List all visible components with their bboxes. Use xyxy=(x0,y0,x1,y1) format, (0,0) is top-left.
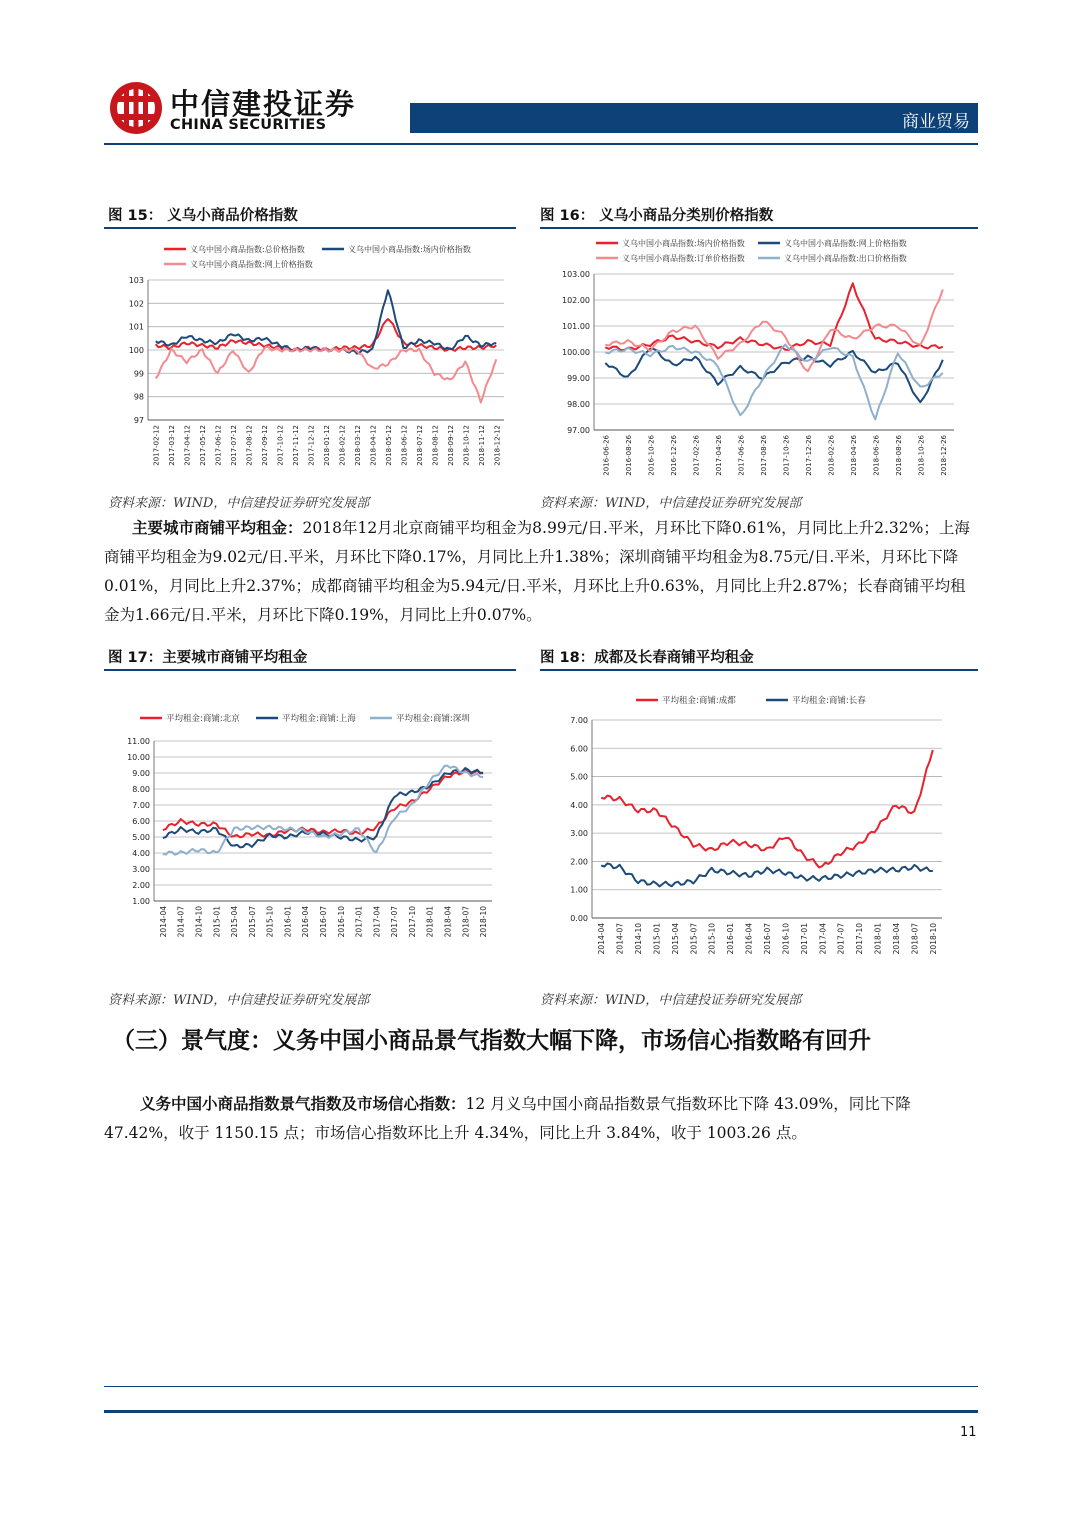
x-tick-label: 2017-02-12 xyxy=(152,425,161,466)
series-line xyxy=(605,283,943,350)
y-tick-label: 7.00 xyxy=(132,801,150,810)
figure-18-rule xyxy=(540,669,978,671)
x-tick-label: 2018-06-12 xyxy=(400,425,409,466)
x-tick-label: 2018-07 xyxy=(461,906,471,938)
x-tick-label: 2018-04 xyxy=(443,906,453,938)
y-tick-label: 103.00 xyxy=(562,270,590,279)
series-line xyxy=(156,319,497,351)
y-tick-label: 98 xyxy=(133,392,144,402)
x-tick-label: 2018-07-12 xyxy=(415,425,424,466)
y-tick-label: 7.00 xyxy=(570,716,588,725)
y-tick-label: 5.00 xyxy=(570,772,588,782)
y-tick-label: 1.00 xyxy=(132,897,150,906)
x-tick-label: 2017-01 xyxy=(799,923,809,955)
x-tick-label: 2017-08-26 xyxy=(759,435,768,476)
y-tick-label: 11.00 xyxy=(127,737,150,746)
logo-icon xyxy=(108,80,164,136)
figure-16-rule xyxy=(540,227,978,229)
y-tick-label: 5.00 xyxy=(132,833,150,842)
x-tick-label: 2016-04 xyxy=(301,906,311,938)
logo-text-cn: 中信建投证券 xyxy=(170,87,357,121)
y-tick-label: 98.00 xyxy=(567,400,590,409)
x-tick-label: 2015-10 xyxy=(265,906,275,938)
chart-f18 xyxy=(540,690,978,972)
paragraph-body: 12 月义乌中国小商品指数景气指数环比下降 43.09%，同比下降 47.42%，收于 1150.15 点；市场信心指数环比上升 4.34%，同比上升 3.84%，收于 1003.26 点。 xyxy=(104,1095,911,1142)
logo-text-en: CHINA SECURITIES xyxy=(170,117,327,133)
x-tick-label: 2014-10 xyxy=(634,923,644,955)
x-tick-label: 2017-12-26 xyxy=(804,435,813,476)
legend-label: 平均租金:商铺:深圳 xyxy=(396,714,470,724)
paragraph-lead: 主要城市商铺平均租金： xyxy=(132,519,303,537)
x-tick-label: 2016-10 xyxy=(781,923,791,955)
x-tick-label: 2017-10 xyxy=(855,923,865,955)
y-tick-label: 2.00 xyxy=(570,857,588,867)
paragraph-rent xyxy=(104,514,978,630)
x-tick-label: 2016-12-26 xyxy=(669,435,678,476)
figure-16-caption: 图 16： 义乌小商品分类别价格指数 xyxy=(540,208,774,224)
x-tick-label: 2016-10 xyxy=(336,906,346,938)
x-tick-label: 2017-09-12 xyxy=(261,425,270,466)
x-tick-label: 2017-07 xyxy=(390,906,400,938)
figure-16-source: 资料来源：WIND，中信建投证券研究发展部 xyxy=(540,496,802,511)
x-tick-label: 2017-07-12 xyxy=(230,425,239,466)
legend-label: 义乌中国小商品指数:订单价格指数 xyxy=(622,254,745,263)
y-tick-label: 101 xyxy=(128,322,144,332)
page-number: 11 xyxy=(960,1425,977,1440)
header-section-title: 商业贸易 xyxy=(902,112,970,132)
legend-label: 平均租金:商铺:成都 xyxy=(662,696,736,706)
legend-label: 平均租金:商铺:上海 xyxy=(282,714,356,724)
x-tick-label: 2018-06-26 xyxy=(872,435,881,476)
x-tick-label: 2018-10 xyxy=(479,906,489,938)
x-tick-label: 2016-06-26 xyxy=(602,435,611,476)
x-tick-label: 2017-04 xyxy=(818,923,828,955)
y-tick-label: 101.00 xyxy=(562,322,590,331)
x-tick-label: 2015-04 xyxy=(670,923,680,955)
footer-rule xyxy=(104,1386,978,1387)
x-tick-label: 2017-07 xyxy=(836,923,846,955)
x-tick-label: 2018-05-12 xyxy=(384,425,393,466)
x-tick-label: 2018-09-12 xyxy=(446,425,455,466)
x-tick-label: 2016-01 xyxy=(283,906,293,938)
legend-label: 义乌中国小商品指数:出口价格指数 xyxy=(784,254,907,263)
figure-17-source: 资料来源：WIND，中信建投证券研究发展部 xyxy=(108,993,370,1008)
y-tick-label: 8.00 xyxy=(132,785,150,794)
y-tick-label: 4.00 xyxy=(132,849,150,858)
series-line xyxy=(156,290,497,353)
y-tick-label: 99.00 xyxy=(567,374,590,383)
footer-rule-thick xyxy=(104,1410,978,1413)
y-tick-label: 97.00 xyxy=(567,426,590,435)
x-tick-label: 2018-01-12 xyxy=(323,425,331,466)
series-line xyxy=(163,770,483,838)
y-tick-label: 0.00 xyxy=(570,914,588,923)
legend-label: 平均租金:商铺:北京 xyxy=(166,714,240,724)
y-tick-label: 100.00 xyxy=(562,348,590,357)
x-tick-label: 2017-02-26 xyxy=(692,435,701,476)
x-tick-label: 2018-12-12 xyxy=(493,425,502,466)
x-tick-label: 2018-12-26 xyxy=(939,435,948,476)
y-tick-label: 3.00 xyxy=(132,865,150,874)
y-tick-label: 1.00 xyxy=(570,885,588,895)
legend-label: 平均租金:商铺:长春 xyxy=(792,696,866,706)
paragraph-prosperity xyxy=(104,1090,978,1148)
x-tick-label: 2017-11-12 xyxy=(292,425,301,466)
series-line xyxy=(601,750,933,868)
legend-label: 义乌中国小商品指数:网上价格指数 xyxy=(190,260,313,269)
x-tick-label: 2014-04 xyxy=(158,906,168,938)
series-line xyxy=(605,345,943,420)
x-tick-label: 2017-03-12 xyxy=(168,425,177,466)
x-tick-label: 2018-08-26 xyxy=(894,435,903,476)
x-tick-label: 2018-04-12 xyxy=(369,425,378,466)
y-tick-label: 103 xyxy=(128,276,144,285)
x-tick-label: 2017-10-12 xyxy=(276,425,285,466)
x-tick-label: 2017-04 xyxy=(372,906,382,938)
x-tick-label: 2016-08-26 xyxy=(624,435,633,476)
x-tick-label: 2014-10 xyxy=(194,906,204,938)
x-tick-label: 2015-01 xyxy=(652,923,662,955)
legend-label: 义乌中国小商品指数:网上价格指数 xyxy=(784,239,907,248)
series-line xyxy=(163,766,483,855)
x-tick-label: 2014-04 xyxy=(597,923,607,955)
x-tick-label: 2018-04-26 xyxy=(849,435,858,476)
legend xyxy=(164,244,471,269)
series-line xyxy=(605,290,943,372)
y-tick-label: 6.00 xyxy=(570,744,588,754)
x-tick-label: 2018-08-12 xyxy=(431,425,440,466)
header-bar xyxy=(410,103,978,133)
x-tick-label: 2018-11-12 xyxy=(477,425,486,466)
y-tick-label: 4.00 xyxy=(570,800,588,810)
figure-15-caption: 图 15： 义乌小商品价格指数 xyxy=(108,208,298,224)
x-tick-label: 2018-10 xyxy=(928,923,938,955)
legend-label: 义乌中国小商品指数:总价格指数 xyxy=(190,245,305,254)
paragraph-body: 2018年12月北京商铺平均租金为8.99元/日.平米，月环比下降0.61%，月同比上升2.32%；上海商铺平均租金为9.02元/日.平米，月环比下降0.17%，月同比上升1.38%；深圳商铺平均租金为8.75元/日.平米，月环比下降0.01%，月同比上升2.37%；成都商铺平均租金为5.94元/日.平米，月环比上升0.63%，月同比上升2.87%；长春商铺平均租金为1.66元/日.平米，月环比下降0.19%，月同比上升0.07%。 xyxy=(104,519,970,624)
series-line xyxy=(605,349,943,403)
figure-17-rule xyxy=(104,669,516,671)
x-tick-label: 2017-06-12 xyxy=(214,425,223,466)
y-tick-label: 100 xyxy=(128,346,144,355)
y-tick-label: 9.00 xyxy=(132,769,150,778)
x-tick-label: 2015-10 xyxy=(707,923,717,955)
x-tick-label: 2017-01 xyxy=(354,906,364,938)
chart-f15 xyxy=(104,232,516,484)
series-line xyxy=(156,347,497,403)
y-tick-label: 97 xyxy=(133,416,144,425)
x-tick-label: 2018-01 xyxy=(873,923,883,955)
figure-18-source: 资料来源：WIND，中信建投证券研究发展部 xyxy=(540,993,802,1008)
x-tick-label: 2018-02-12 xyxy=(338,425,347,466)
chart-f16 xyxy=(540,232,978,484)
section-heading: （三）景气度：义务中国小商品景气指数大幅下降，市场信心指数略有回升 xyxy=(112,1028,871,1054)
x-tick-label: 2016-04 xyxy=(744,923,754,955)
y-tick-label: 10.00 xyxy=(127,753,150,762)
x-tick-label: 2016-10-26 xyxy=(647,435,656,476)
y-tick-label: 2.00 xyxy=(132,881,150,890)
x-tick-label: 2018-03-12 xyxy=(353,425,362,466)
x-tick-label: 2017-06-26 xyxy=(737,435,746,476)
x-tick-label: 2016-07 xyxy=(319,906,328,938)
x-tick-label: 2018-01 xyxy=(425,906,435,938)
x-tick-label: 2016-01 xyxy=(726,923,736,955)
y-tick-label: 3.00 xyxy=(570,829,588,839)
x-tick-label: 2015-07 xyxy=(247,906,257,938)
x-tick-label: 2017-10 xyxy=(407,906,417,938)
figure-17-caption: 图 17：主要城市商铺平均租金 xyxy=(108,650,308,666)
header-rule xyxy=(104,143,978,145)
legend xyxy=(636,695,866,706)
x-tick-label: 2015-04 xyxy=(230,906,240,938)
legend xyxy=(596,238,907,263)
y-tick-label: 102 xyxy=(128,299,144,309)
legend-label: 义乌中国小商品指数:场内价格指数 xyxy=(622,239,745,248)
series-line xyxy=(601,863,933,886)
legend-label: 义乌中国小商品指数:场内价格指数 xyxy=(348,245,471,254)
x-tick-label: 2017-08-12 xyxy=(245,425,254,466)
y-tick-label: 99 xyxy=(133,369,144,379)
x-tick-label: 2014-07 xyxy=(615,923,625,955)
x-tick-label: 2017-12-12 xyxy=(307,425,316,466)
x-tick-label: 2018-04 xyxy=(891,923,901,955)
x-tick-label: 2018-10-26 xyxy=(917,435,926,476)
x-tick-label: 2015-01 xyxy=(212,906,222,938)
x-tick-label: 2018-02-26 xyxy=(827,435,836,476)
paragraph-lead: 义务中国小商品指数景气指数及市场信心指数： xyxy=(140,1095,466,1113)
figure-15-rule xyxy=(104,227,516,229)
x-tick-label: 2014-07 xyxy=(176,906,186,938)
x-tick-label: 2017-04-12 xyxy=(183,425,192,466)
legend xyxy=(140,713,470,724)
y-tick-label: 102.00 xyxy=(562,296,590,305)
y-tick-label: 6.00 xyxy=(132,817,150,826)
chart-f17 xyxy=(104,700,516,950)
x-tick-label: 2018-10-12 xyxy=(462,425,471,466)
x-tick-label: 2016-07 xyxy=(763,923,772,955)
x-tick-label: 2017-04-26 xyxy=(714,435,723,476)
figure-15-source: 资料来源：WIND，中信建投证券研究发展部 xyxy=(108,496,370,511)
x-tick-label: 2018-07 xyxy=(910,923,920,955)
figure-18-caption: 图 18：成都及长春商铺平均租金 xyxy=(540,650,754,666)
x-tick-label: 2015-07 xyxy=(689,923,699,955)
x-tick-label: 2017-05-12 xyxy=(199,425,208,466)
x-tick-label: 2017-10-26 xyxy=(782,435,791,476)
